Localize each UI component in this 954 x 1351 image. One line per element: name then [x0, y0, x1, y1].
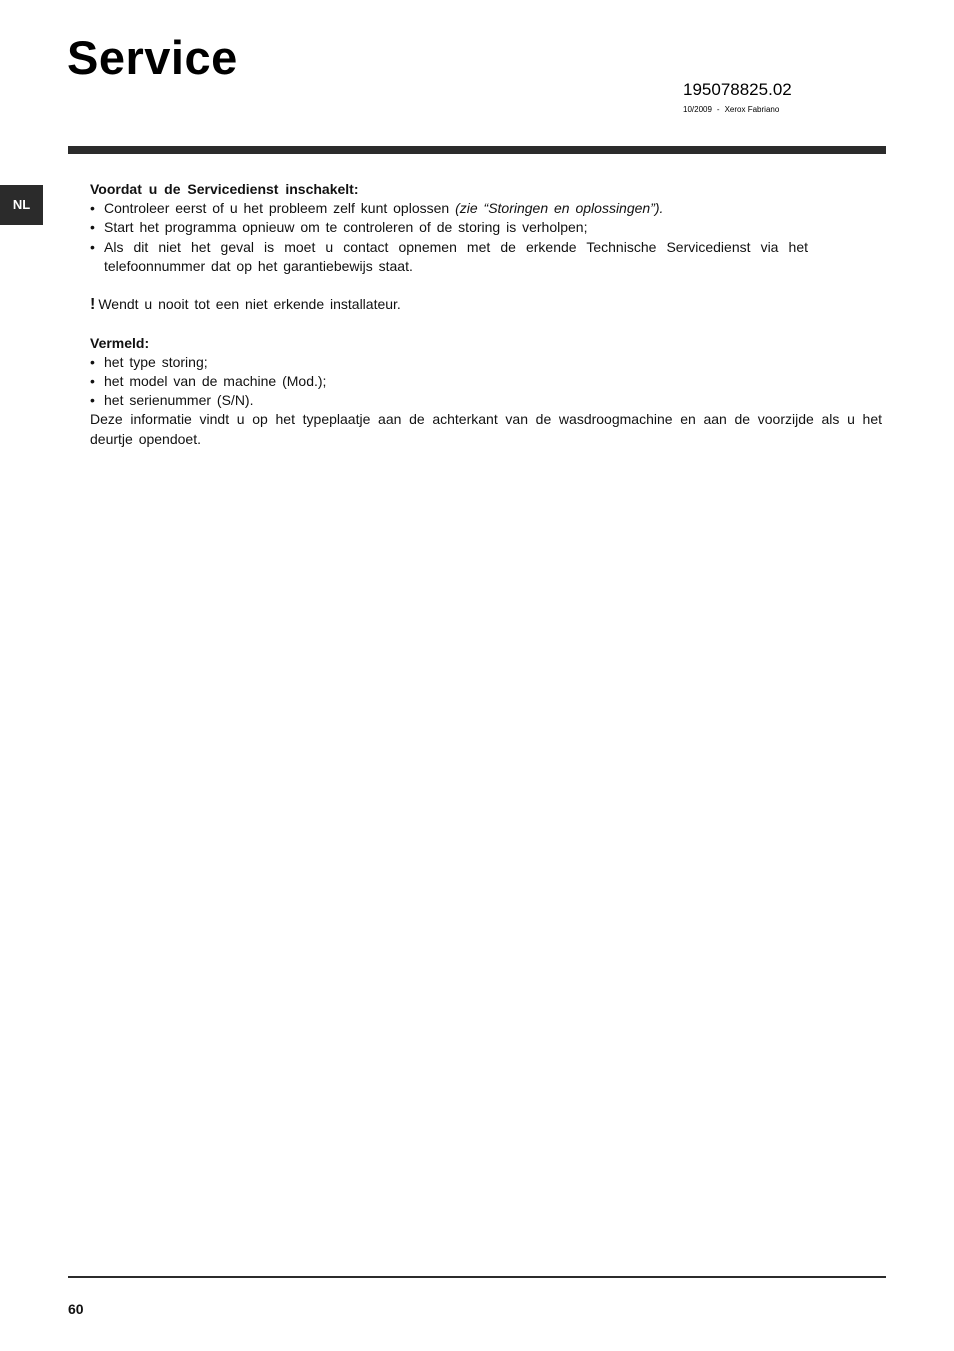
list-item-text: het serienummer (S/N).: [104, 392, 254, 409]
info-paragraph: Deze informatie vindt u op het typeplaatje aan de achterkant van de wasdroogmachine en aan de voorzijde als u het deurtje opendoet.: [90, 411, 882, 447]
bullet-icon: •: [90, 219, 95, 236]
list-item: [90, 218, 808, 237]
list-item-text: Controleer eerst of u het probleem zelf kunt oplossen: [104, 200, 456, 217]
warning-icon: !: [90, 296, 96, 314]
bullet-icon: •: [90, 200, 95, 217]
spacer: [90, 276, 882, 295]
print-date: 10/2009: [683, 105, 712, 114]
section-heading-before-service: Voordat u de Servicedienst inschakelt:: [90, 181, 359, 197]
checklist-before-service: [90, 199, 808, 276]
language-tab: NL: [0, 185, 43, 225]
bullet-icon: •: [90, 392, 95, 409]
section-heading-mention: Vermeld:: [90, 334, 150, 351]
warning-text: Wendt u nooit tot een niet erkende installateur.: [98, 296, 401, 313]
bullet-icon: •: [90, 373, 95, 389]
printer-name: Xerox Fabriano: [724, 105, 780, 114]
main-content: [90, 180, 882, 449]
footer-divider: [68, 1276, 886, 1278]
list-item: [90, 353, 882, 372]
list-item: [90, 372, 882, 391]
list-item-text: het model van de machine (Mod.);: [104, 373, 327, 389]
page-title: Service: [67, 31, 238, 84]
header-divider: [68, 146, 886, 154]
list-item-text: Als dit niet het geval is moet u contact opnemen met de erkende Technische Servicedienst via het telefoonnummer dat op het garantiebewijs staat.: [104, 238, 808, 274]
warning-note: [90, 295, 882, 314]
list-item-text: het type storing;: [104, 353, 208, 370]
print-info: [683, 104, 779, 115]
bullet-icon: •: [90, 353, 95, 370]
mention-list: [90, 353, 882, 411]
page-number: 60: [68, 1301, 84, 1317]
list-item: [90, 238, 808, 276]
cross-reference: (zie “Storingen en oplossingen”).: [455, 200, 664, 217]
list-item-text: Start het programma opnieuw om te controleren of de storing is verholpen;: [104, 219, 588, 236]
print-info-separator: -: [716, 105, 720, 114]
list-item: [90, 199, 808, 218]
spacer: [90, 314, 882, 333]
list-item: [90, 391, 882, 410]
document-number: 195078825.02: [683, 80, 792, 99]
bullet-icon: •: [90, 238, 95, 255]
